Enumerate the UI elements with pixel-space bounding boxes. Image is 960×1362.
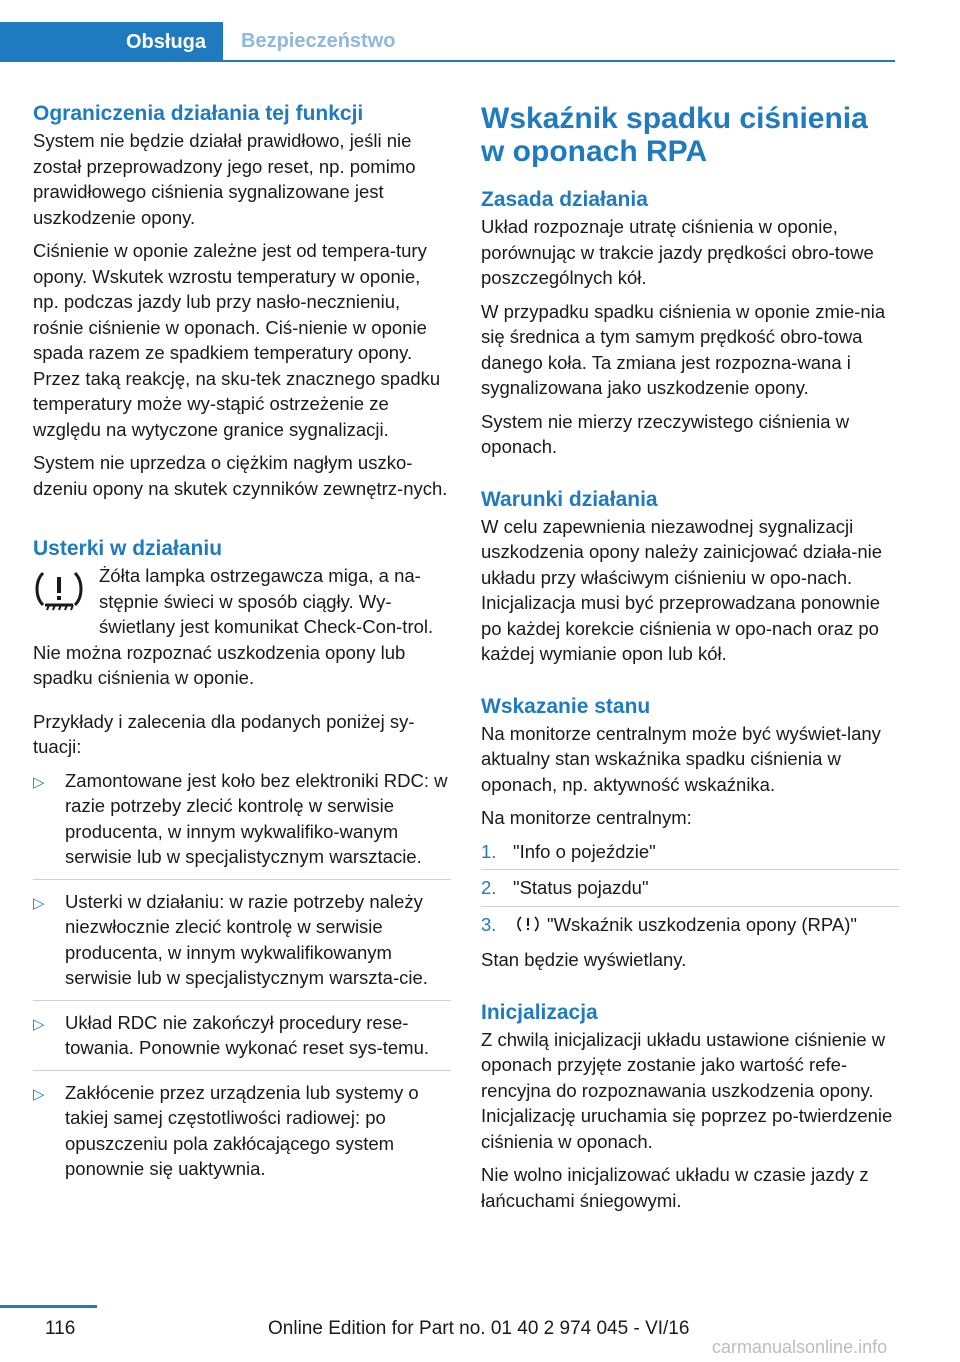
steps-list	[481, 839, 899, 943]
tab-bezpieczenstwo[interactable]: Bezpieczeństwo	[241, 29, 396, 52]
edition-text: Online Edition for Part no. 01 40 2 974 045 - VI/16	[268, 1318, 690, 1339]
warning-block	[33, 563, 451, 691]
tire-pressure-warning-icon	[33, 567, 85, 617]
paragraph: Nie wolno inicjalizować układu w czasie jazdy z łańcuchami śniegowymi.	[481, 1164, 869, 1211]
right-column	[481, 102, 899, 1221]
watermark: carmanualsonline.info	[712, 1337, 888, 1357]
list-item: 3. "Wskaźnik uszkodzenia opony (RPA)"	[481, 913, 857, 935]
list-item: ▷ Układ RDC nie zakończył procedury rese‐towania. Ponownie wykonać reset sys‐temu.	[33, 1010, 451, 1071]
heading-principle: Zasada działania	[481, 188, 648, 211]
tire-warning-icon	[517, 915, 539, 933]
list-item: ▷ Zamontowane jest koło bez elektroniki RDC: w razie potrzeby zlecić kontrolę w serwisie producenta, w innym wykwalifiko‐wanym serwisie lub w specjalistycznym warsztacie.	[33, 768, 451, 880]
triangle-bullet-icon: ▷	[33, 1015, 45, 1033]
paragraph: Układ rozpoznaje utratę ciśnienia w oponie, porównując w trakcie jazdy prędkości obro‐towe poszczególnych kół.	[481, 216, 874, 288]
paragraph: W przypadku spadku ciśnienia w oponie zmie‐nia się średnica a tym samym prędkość obro‐towa danego koła. Ta zmiana jest rozpozna‐wana i sygnalizowana jako uszkodzenie opony.	[481, 300, 886, 398]
recommendations-list	[33, 768, 451, 1191]
paragraph: Ciśnienie w oponie zależne jest od tempera‐tury opony. Wskutek wzrostu temperatury w oponie, np. podczas jazdy lub przy nasło‐necznieniu, rośnie ciśnienie w oponach. Ciś‐nienie w oponie spada razem ze spadkiem temperatury opony. Przez taką reakcję, na sku‐tek znacznego spadku temperatury może wy‐stąpić ostrzeżenie ze względu na wytyczone granice sygnalizacji.	[33, 240, 441, 440]
list-item: 2. "Status pojazdu"	[481, 875, 899, 907]
list-item: 1. "Info o pojeździe"	[481, 839, 899, 871]
triangle-bullet-icon: ▷	[33, 894, 45, 912]
paragraph: System nie mierzy rzeczywistego ciśnienia w oponach.	[481, 410, 850, 457]
heading-conditions: Warunki działania	[481, 487, 658, 511]
paragraph: Na monitorze centralnym może być wyświet‐lany aktualny stan wskaźnika spadku ciśnienia w oponach, np. aktywność wskaźnika.	[481, 722, 881, 795]
heading-init: Inicjalizacja	[481, 1000, 598, 1024]
paragraph: Na monitorze centralnym:	[481, 807, 692, 828]
triangle-bullet-icon: ▷	[33, 1085, 45, 1103]
paragraph: Z chwilą inicjalizacji układu ustawione ciśnienie w oponach przyjęte zostanie jako wartość refe‐rencyjna do rozpoznawania uszkodzenia opony. Inicjalizację uruchamia się poprzez po‐twierdzenie ciśnienia w oponach.	[481, 1028, 893, 1152]
paragraph: System nie uprzedza o ciężkim nagłym uszko‐dzeniu opony na skutek czynników zewnętrz‐nych.	[33, 452, 448, 499]
heading-status: Wskazanie stanu	[481, 694, 651, 718]
heading-faults: Usterki w działaniu	[33, 537, 223, 560]
warning-text: Żółta lampka ostrzegawcza miga, a na‐stępnie świeci w sposób ciągły. Wy‐świetlany jest komunikat Check-Con‐trol. Nie można rozpoznać uszkodzenia opony lub spadku ciśnienia w oponie.	[33, 565, 434, 688]
tab-obsluga[interactable]: Obsługa	[0, 22, 223, 62]
list-item: ▷ Usterki w działaniu: w razie potrzeby należy niezwłocznie zlecić kontrolę w serwisie producenta, w innym wykwalifikowanym serwisie lub w specjalistycznym warszta‐cie.	[33, 889, 451, 1001]
heading-limitations: Ograniczenia działania tej funkcji	[33, 102, 364, 125]
paragraph: Przykłady i zalecenia dla podanych poniżej sy‐tuacji:	[33, 710, 415, 757]
triangle-bullet-icon: ▷	[33, 773, 45, 791]
paragraph: System nie będzie działał prawidłowo, jeśli nie został przeprowadzony jego reset, np. pomimo prawidłowego ciśnienia sygnalizowane jest uszkodzenie opony.	[33, 130, 416, 228]
paragraph: W celu zapewnienia niezawodnej sygnalizacji uszkodzenia opony należy zainicjować działa‐nie układu przy właściwym ciśnieniu w opo‐nach. Inicjalizacja musi być przeprowadzana ponownie po każdej korekcie ciśnienia w opo‐nach oraz po każdej wymianie opon lub kół.	[481, 515, 883, 664]
header-divider	[0, 60, 895, 62]
footer-divider	[0, 1305, 97, 1308]
page-number: 116	[45, 1318, 76, 1339]
section-title: Wskaźnik spadku ciśnienia w oponach RPA	[481, 102, 868, 168]
left-column	[33, 100, 451, 1200]
paragraph: Stan będzie wyświetlany.	[481, 949, 687, 970]
list-item: ▷ Zakłócenie przez urządzenia lub systemy o takiej samej częstotliwości radiowej: po opuszczeniu pola zakłócającego system ponownie się uaktywnia.	[33, 1081, 419, 1179]
